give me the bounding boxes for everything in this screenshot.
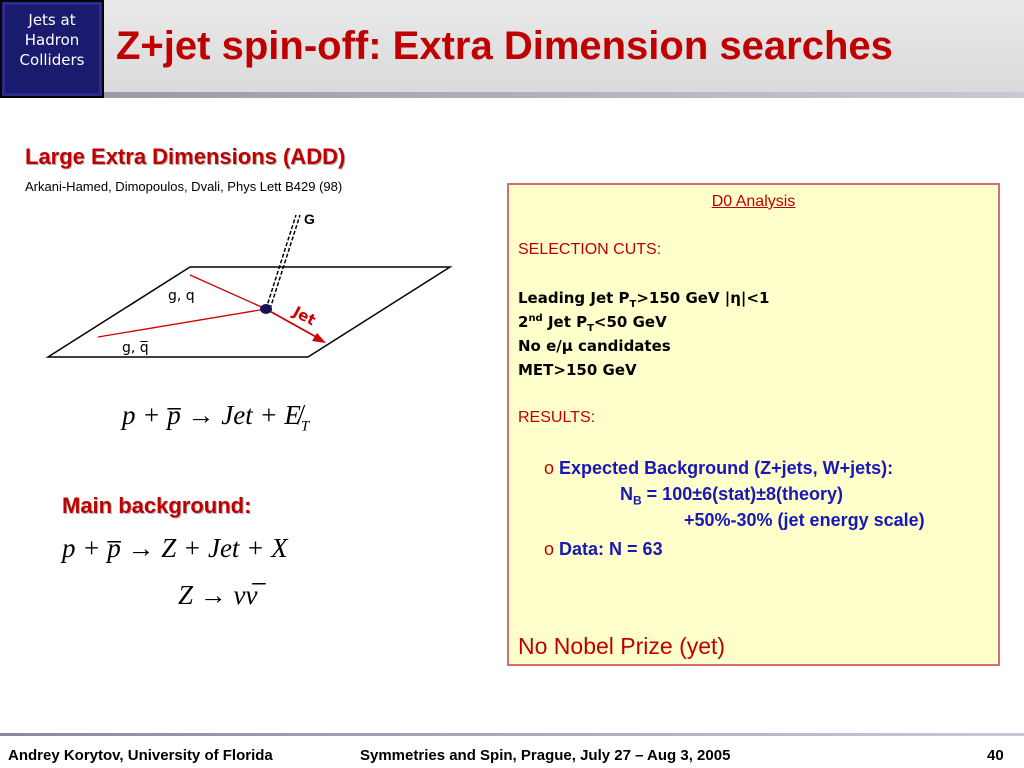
graviton-line [266, 215, 296, 309]
citation: Arkani-Hamed, Dimopoulos, Dvali, Phys Lett B429 (98) [25, 179, 343, 194]
equation-z-jet: p + p̅ → Z + Jet + X [62, 533, 288, 563]
d0-analysis-box [507, 183, 1000, 666]
results-heading: RESULTS: [518, 409, 596, 426]
jet-label: Jet [290, 302, 319, 330]
cut-second-jet [518, 313, 667, 334]
bullet-marker: o [544, 539, 555, 559]
cut-leading-jet [518, 289, 769, 310]
result-data-text: Data: N = 63 [559, 539, 663, 559]
cut-second-jet-b: Jet P [542, 313, 588, 331]
parton-label-2: g, q̅ [122, 340, 149, 356]
slide-title: Z+jet spin-off: Extra Dimension searches [116, 24, 893, 68]
cut-second-jet-a: 2 [518, 313, 529, 331]
title-divider [104, 92, 1024, 98]
cut-leading-jet-sub: T [629, 299, 637, 310]
cut-second-jet-c: <50 GeV [593, 313, 667, 331]
cut-second-jet-sub: T [587, 323, 594, 334]
cut-met: MET>150 GeV [518, 361, 637, 379]
graviton-line-2 [270, 215, 300, 309]
result-data [544, 539, 663, 560]
bullet-marker: o [544, 458, 555, 478]
selection-cuts-heading: SELECTION CUTS: [518, 241, 662, 258]
footer-author: Andrey Korytov, University of Florida [8, 747, 273, 764]
result-expected-background [544, 458, 893, 479]
add-diagram [40, 205, 460, 375]
no-nobel-prize: No Nobel Prize (yet) [518, 633, 726, 659]
graviton-label: G [304, 211, 315, 227]
main-background-heading: Main background: [62, 493, 252, 518]
logo-text: Jets at Hadron Colliders [19, 11, 85, 69]
result-nb [620, 484, 843, 508]
equation-missing-et-text: p + p̅ → Jet + E̸ [122, 400, 301, 430]
jet-arrowhead [312, 333, 326, 343]
parton-line-2 [98, 309, 266, 337]
result-expected-text: Expected Background (Z+jets, W+jets): [559, 458, 894, 478]
d0-title: D0 Analysis [711, 193, 796, 210]
result-jet-energy-scale: +50%-30% (jet energy scale) [684, 510, 925, 530]
equation-z-nunu: Z → νν̅ [178, 580, 258, 610]
result-nb-sub: B [633, 493, 642, 508]
footer-divider [0, 733, 1024, 736]
cut-leading-jet-b: >150 GeV |η|<1 [636, 289, 770, 307]
cut-no-leptons: No e/μ candidates [518, 337, 671, 355]
result-nb-a: N [620, 484, 633, 504]
equation-missing-et-sub: T [300, 418, 310, 435]
footer-conference: Symmetries and Spin, Prague, July 27 – Aug 3, 2005 [360, 747, 731, 764]
parton-line-1 [190, 275, 266, 309]
parton-label-1: g, q [168, 288, 195, 304]
interaction-vertex [260, 304, 272, 314]
equation-missing-et [122, 400, 309, 435]
result-nb-b: = 100±6(stat)±8(theory) [641, 484, 843, 504]
add-heading: Large Extra Dimensions (ADD) [25, 144, 346, 169]
page-number: 40 [987, 747, 1004, 764]
cut-second-jet-sup: nd [528, 313, 543, 324]
cut-leading-jet-a: Leading Jet P [518, 289, 630, 307]
